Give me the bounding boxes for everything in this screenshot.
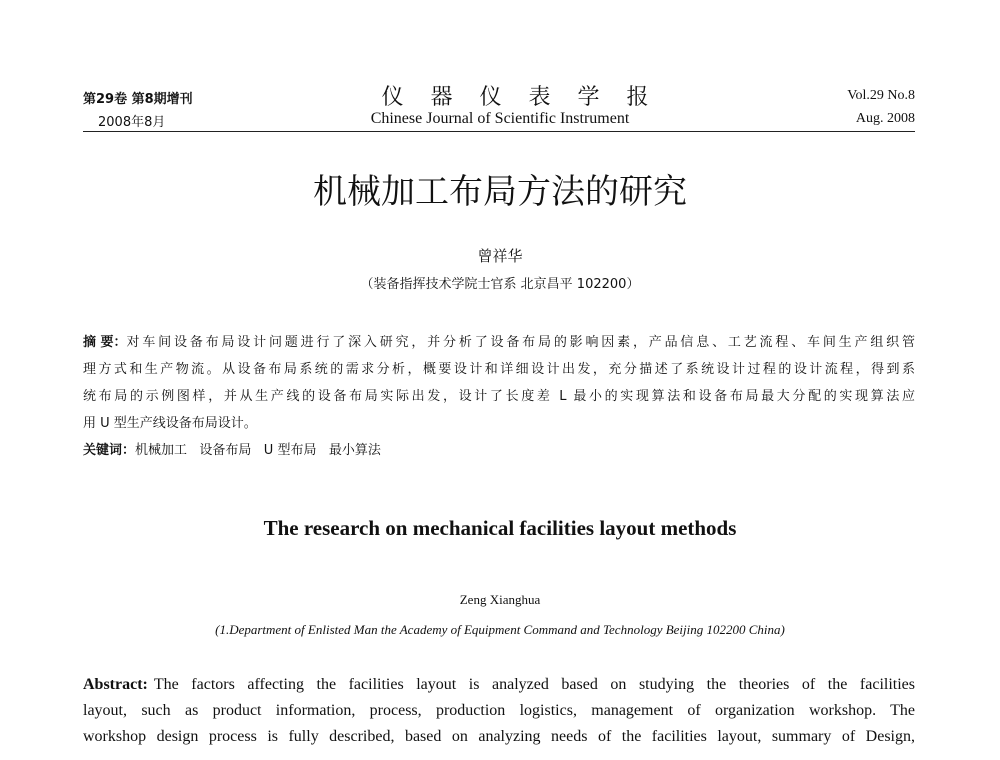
abstract-cn-label: 摘 要： bbox=[83, 335, 127, 350]
header-rule bbox=[83, 131, 915, 132]
keywords-cn: 关键词：机械加工 设备布局 U 型布局 最小算法 bbox=[83, 443, 381, 458]
abstract-cn-line-1: 摘 要： 对车间设备布局设计问题进行了深入研究，并分析了设备布局的影响因素，产品信息、工艺流程、车间生产组织管 bbox=[83, 331, 915, 350]
author-en: Zeng Xianghua bbox=[459, 592, 541, 607]
header-date-cn: 2008年8月 bbox=[98, 115, 166, 130]
header-date-en: Aug. 2008 bbox=[855, 111, 915, 126]
abstract-en-line-2: layout, such as product information, process, production logistics, management of organization workshop. The bbox=[83, 702, 915, 719]
abstract-en-line-3: workshop design process is fully described, based on analyzing needs of the facilities layout, summary of Design, bbox=[83, 728, 915, 745]
abstract-en-label: Abstract: bbox=[83, 676, 148, 693]
header-volume-cn: 第29卷 第8期增刊 bbox=[83, 92, 193, 107]
header-volume-en: Vol.29 No.8 bbox=[847, 88, 915, 103]
paper-title-en: The research on mechanical facilities layout methods bbox=[263, 516, 737, 540]
journal-title-cn: 仪 器 仪 表 学 报 bbox=[381, 85, 659, 110]
paper-title-cn: 机械加工布局方法的研究 bbox=[313, 172, 687, 212]
abstract-en-line-1: Abstract: The factors affecting the facilities layout is analyzed based on studying the theories of the facilities bbox=[83, 676, 915, 693]
author-cn: 曾祥华 bbox=[477, 247, 523, 265]
abstract-cn-line-3: 统布局的示例图样，并从生产线的设备布局实际出发，设计了长度差 L 最小的实现算法和设备布局最大分配的实现算法应 bbox=[83, 389, 915, 404]
affiliation-cn: （装备指挥技术学院士官系 北京昌平 102200） bbox=[360, 277, 640, 292]
abstract-cn-line-4: 用 U 型生产线设备布局设计。 bbox=[83, 416, 257, 431]
affiliation-en: (1.Department of Enlisted Man the Academy of Equipment Command and Technology Beijing 102200 China) bbox=[215, 622, 785, 637]
journal-title-en: Chinese Journal of Scientific Instrument bbox=[370, 110, 630, 127]
abstract-cn-line-2: 理方式和生产物流。从设备布局系统的需求分析，概要设计和详细设计出发，充分描述了系统设计过程的设计流程，得到系 bbox=[83, 362, 915, 377]
